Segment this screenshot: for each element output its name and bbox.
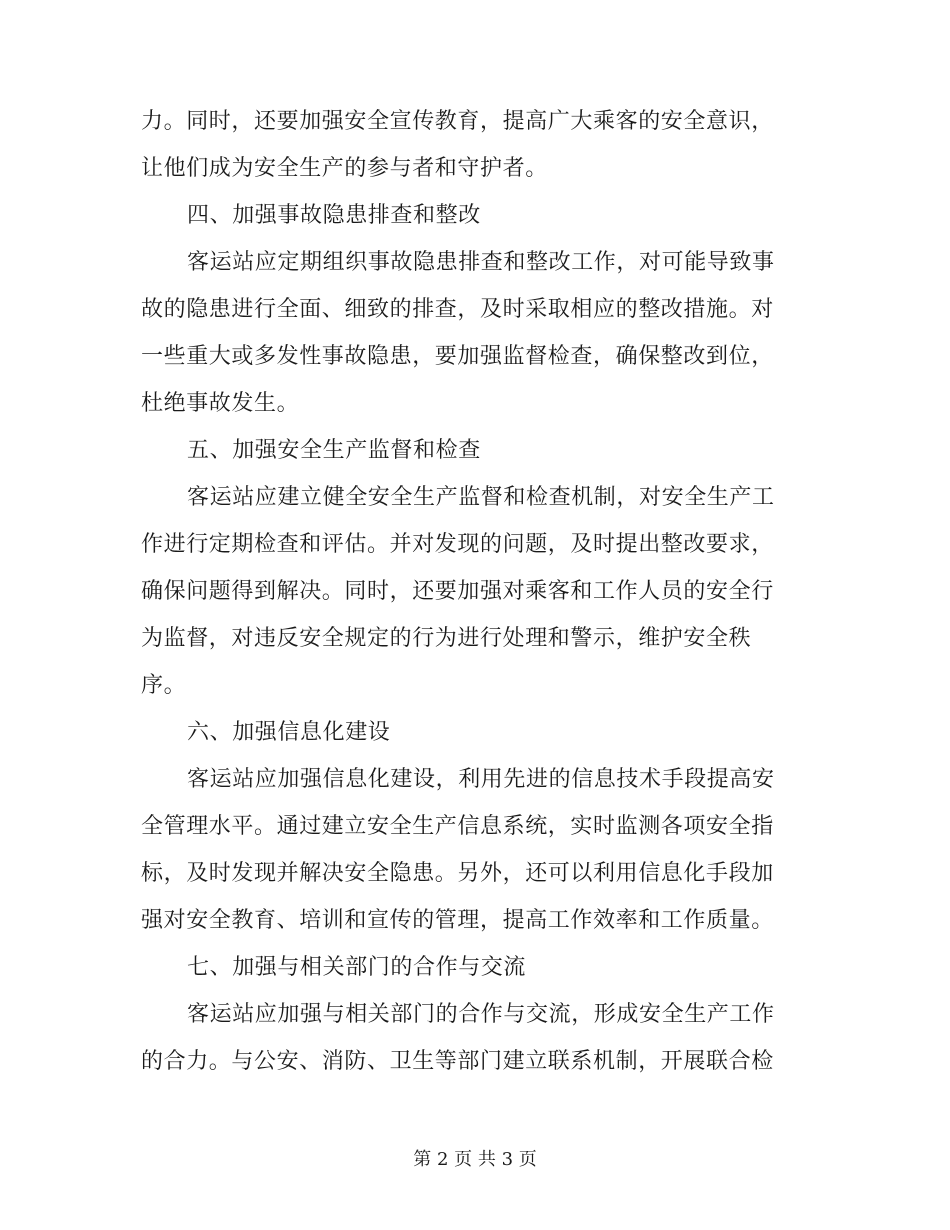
text-line: 的合力。与公安、消防、卫生等部门建立联系机制，开展联合检	[141, 1049, 774, 1074]
text-line: 确保问题得到解决。同时，还要加强对乘客和工作人员的安全行	[141, 579, 774, 604]
text-line: 故的隐患进行全面、细致的排查，及时采取相应的整改措施。对	[141, 297, 774, 322]
section-heading: 五、加强安全生产监督和检查	[187, 438, 481, 463]
page-number-footer: 第 2 页 共 3 页	[413, 1149, 537, 1170]
text-line: 序。	[141, 673, 187, 698]
text-line: 标，及时发现并解决安全隐患。另外，还可以利用信息化手段加	[141, 861, 774, 886]
text-line: 客运站应建立健全安全生产监督和检查机制，对安全生产工	[187, 485, 775, 510]
text-line: 强对安全教育、培训和宣传的管理，提高工作效率和工作质量。	[141, 908, 774, 933]
section-heading: 六、加强信息化建设	[187, 720, 391, 745]
section-heading: 四、加强事故隐患排查和整改	[187, 203, 481, 228]
text-line: 客运站应加强与相关部门的合作与交流，形成安全生产工作	[187, 1002, 775, 1027]
text-line: 作进行定期检查和评估。并对发现的问题，及时提出整改要求，	[141, 532, 774, 557]
text-line: 为监督，对违反安全规定的行为进行处理和警示，维护安全秩	[141, 626, 752, 651]
document-body	[141, 98, 806, 1085]
text-line: 全管理水平。通过建立安全生产信息系统，实时监测各项安全指	[141, 814, 774, 839]
text-line: 客运站应加强信息化建设，利用先进的信息技术手段提高安	[187, 767, 775, 792]
text-line: 一些重大或多发性事故隐患，要加强监督检查，确保整改到位，	[141, 344, 774, 369]
text-line: 力。同时，还要加强安全宣传教育，提高广大乘客的安全意识，	[141, 109, 774, 134]
text-line: 让他们成为安全生产的参与者和守护者。	[141, 156, 548, 181]
text-line: 客运站应定期组织事故隐患排查和整改工作，对可能导致事	[187, 250, 775, 275]
text-line: 杜绝事故发生。	[141, 391, 300, 416]
section-heading: 七、加强与相关部门的合作与交流	[187, 955, 527, 980]
